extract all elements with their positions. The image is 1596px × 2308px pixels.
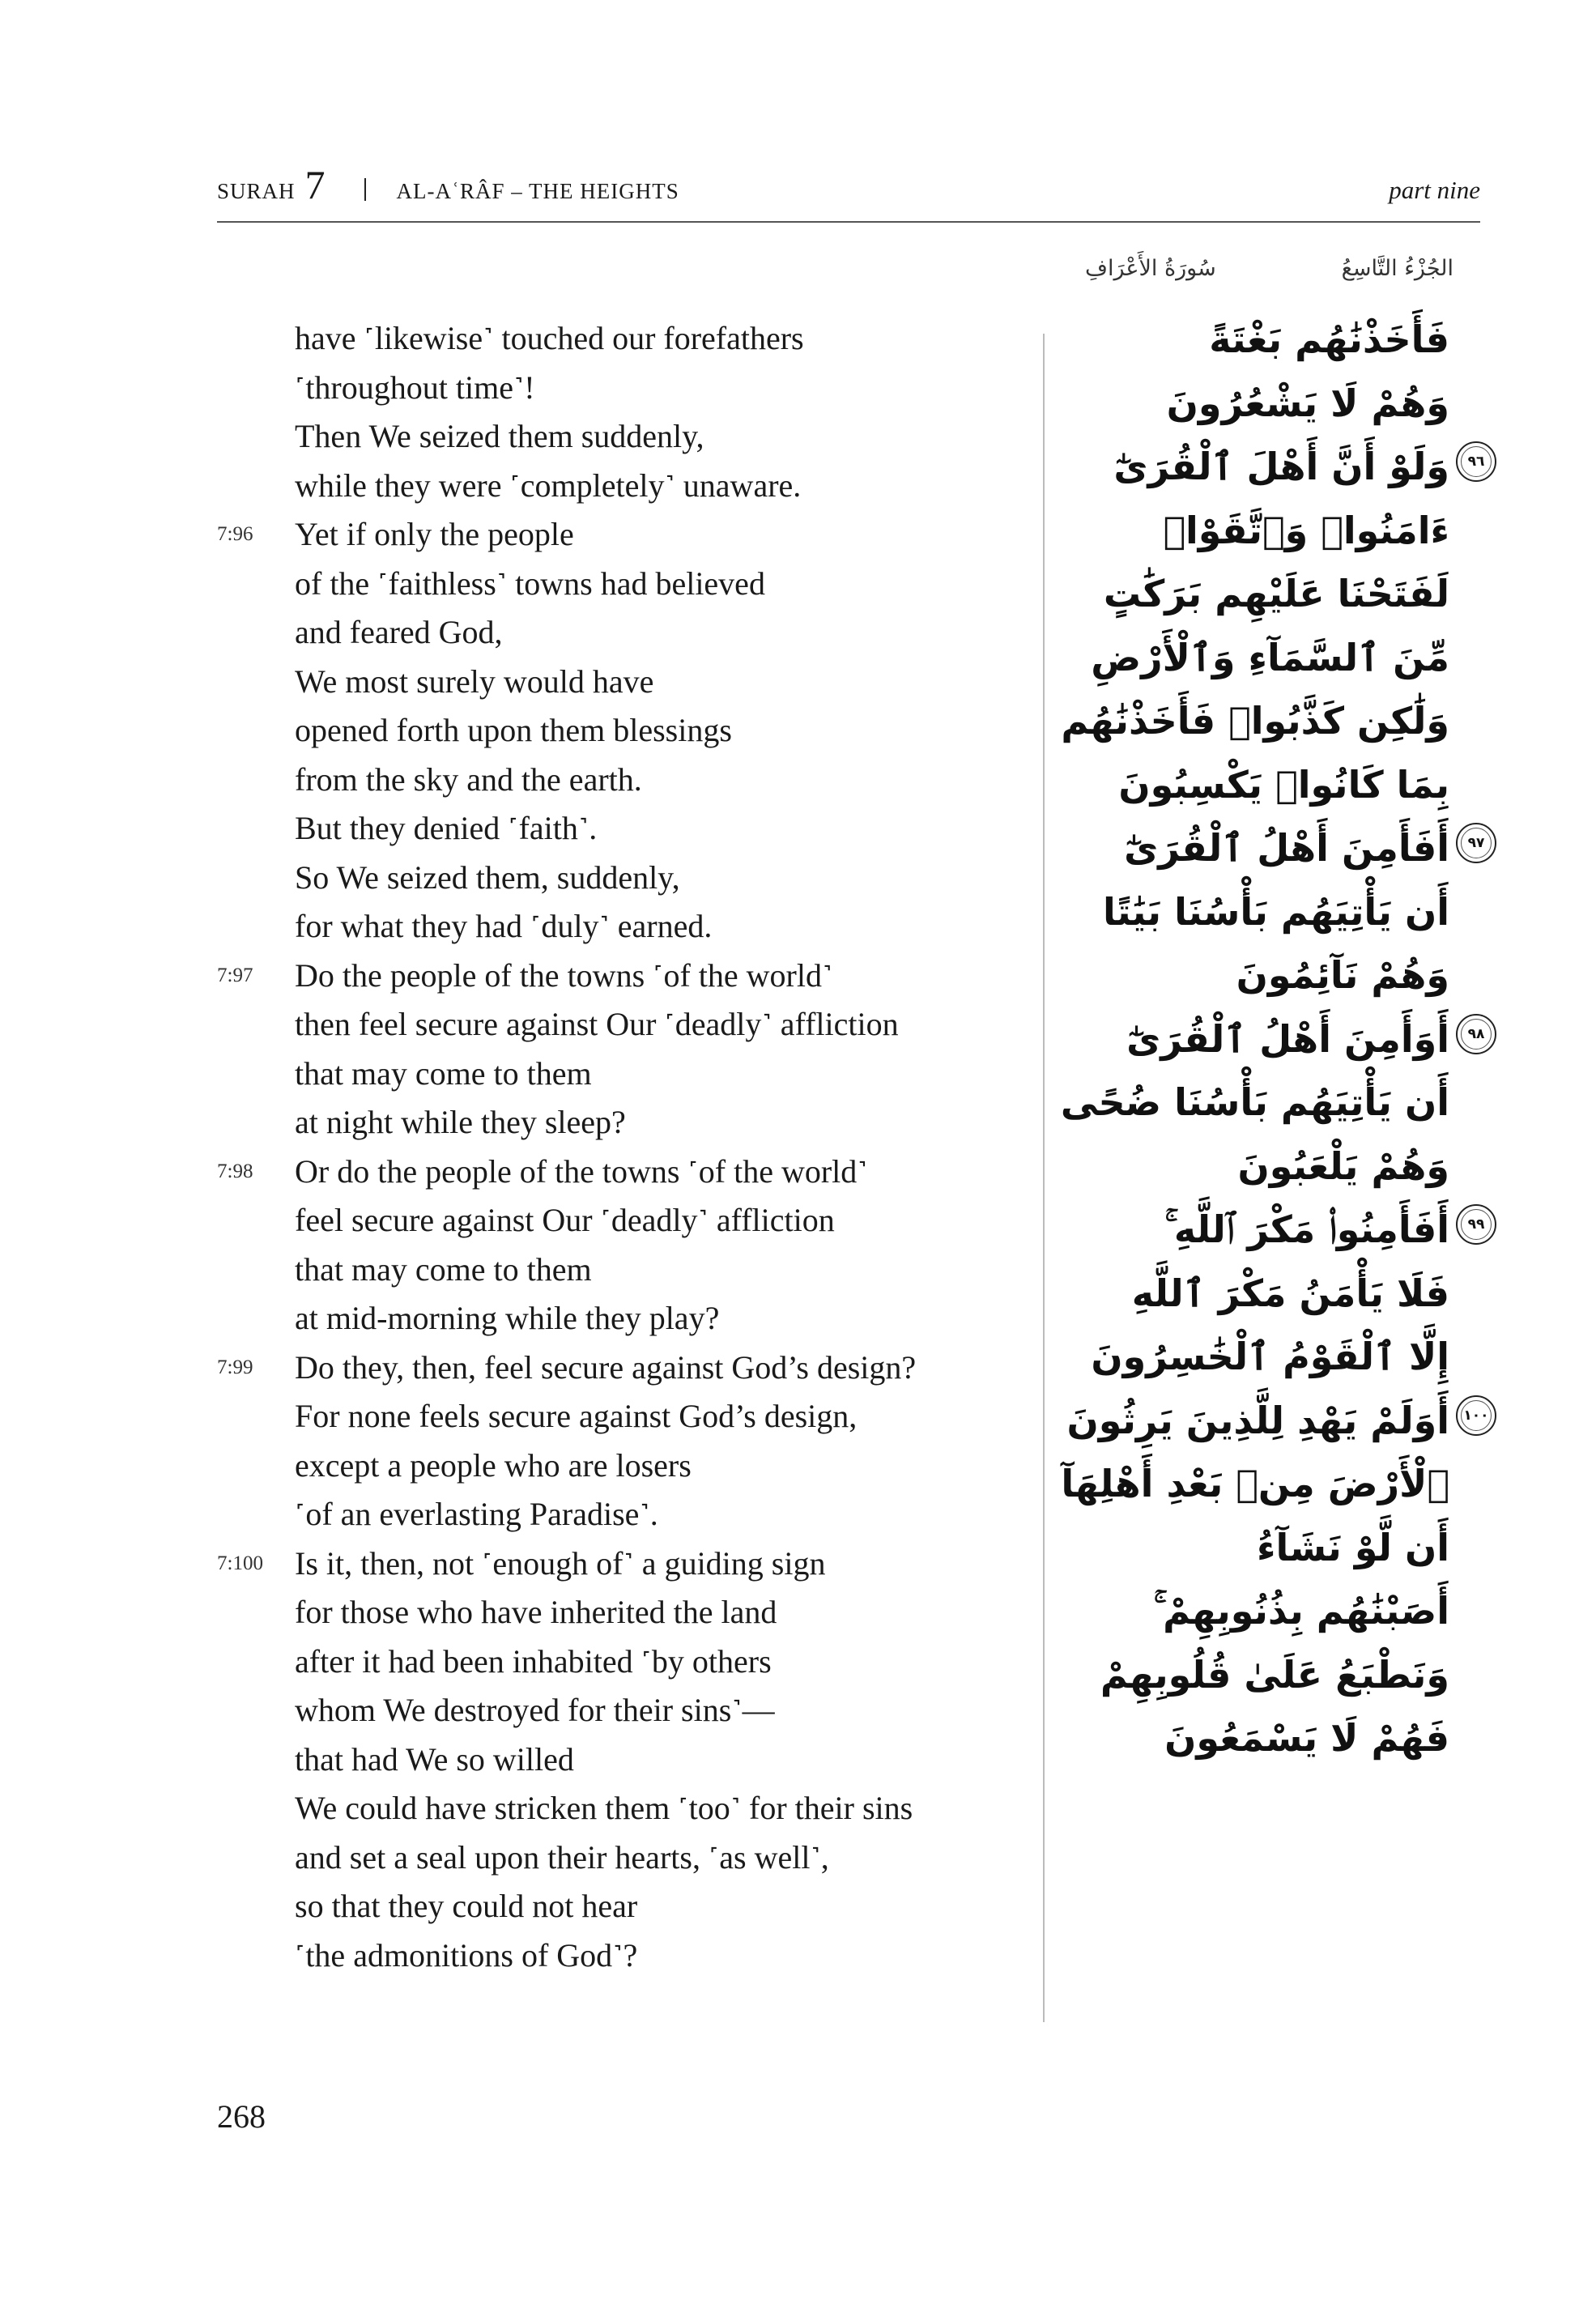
- arabic-line: [1061, 562, 1482, 626]
- column-divider: [1043, 334, 1045, 2022]
- verse-marker-icon: ٩٩: [1456, 1204, 1496, 1245]
- translation-text: ˹the admonitions of God˺?: [295, 1936, 638, 1974]
- translation-text: while they were ˹completely˺ unaware.: [295, 466, 802, 504]
- translation-text: whom We destroyed for their sins˺—: [295, 1692, 775, 1728]
- translation-line: [217, 412, 1011, 462]
- translation-text: So We seized them, suddenly,: [295, 858, 680, 896]
- translation-line: [217, 1050, 1011, 1099]
- translation-line: [217, 364, 1011, 413]
- translation-line: [217, 1441, 1011, 1491]
- translation-line: [217, 1000, 1011, 1050]
- arabic-verse-text: وَلَوْ أَنَّ أَهْلَ ٱلْقُرَىٰٓ: [1113, 445, 1449, 488]
- translation-line: [217, 1882, 1011, 1931]
- verse-marker-icon: ٩٦: [1456, 441, 1496, 482]
- arabic-line: [1061, 1198, 1485, 1262]
- arabic-verse-text: وَهُمْ يَلْعَبُونَ: [1237, 1143, 1449, 1188]
- translation-line: [217, 1539, 1011, 1589]
- translation-text: Yet if only the people: [295, 516, 574, 552]
- arabic-verse-text: أَن يَأْتِيَهُم بَأْسُنَا بَيَٰتًا: [1102, 889, 1449, 934]
- translation-line: [217, 1833, 1011, 1883]
- translation-text: that had We so willed: [295, 1740, 574, 1778]
- verse-number: 7:96: [217, 523, 253, 545]
- translation-text: for those who have inherited the land: [295, 1594, 777, 1630]
- arabic-line: [1061, 372, 1482, 436]
- translation-text: at night while they sleep?: [295, 1104, 626, 1140]
- arabic-running-head: [1085, 248, 1453, 296]
- verse-marker-icon: ٩٨: [1456, 1014, 1496, 1054]
- translation-line: [217, 804, 1011, 854]
- translation-line: [217, 1490, 1011, 1539]
- translation-text: Is it, then, not ˹enough of˺ a guiding sign: [295, 1544, 826, 1582]
- arabic-line: [1061, 1071, 1482, 1135]
- arabic-juz-label: الجُزْءُ التَّاسِعُ: [1341, 256, 1453, 281]
- page-number: 268: [217, 2098, 266, 2135]
- translation-text: from the sky and the earth.: [295, 760, 642, 798]
- translation-text: that may come to them: [295, 1250, 592, 1288]
- arabic-line: [1061, 1135, 1482, 1199]
- translation-line: [217, 560, 1011, 609]
- arabic-line: [1061, 1643, 1482, 1707]
- arabic-verse-text: أَن يَأْتِيَهُم بَأْسُنَا ضُحًى: [1060, 1080, 1449, 1124]
- verse-number: 7:98: [217, 1160, 253, 1182]
- arabic-verse-text: لَفَتَحْنَا عَلَيْهِم بَرَكَٰتٍ: [1103, 572, 1449, 615]
- arabic-verse-text: فَأَخَذْنَٰهُم بَغْتَةً: [1209, 317, 1449, 361]
- arabic-line: [1061, 1325, 1482, 1389]
- translation-text: except a people who are losers: [295, 1446, 692, 1484]
- arabic-line: [1061, 753, 1482, 817]
- arabic-verse-text: بِمَا كَانُوا۟ يَكْسِبُونَ: [1118, 762, 1449, 807]
- translation-text: Do the people of the towns ˹of the world˺: [295, 956, 833, 994]
- translation-line: [217, 756, 1011, 805]
- arabic-line: [1061, 1389, 1489, 1453]
- arabic-verse-text: وَلَٰكِن كَذَّبُوا۟ فَأَخَذْنَٰهُم: [1061, 699, 1449, 743]
- translation-text: so that they could not hear: [295, 1888, 638, 1924]
- arabic-line: [1061, 943, 1482, 1007]
- translation-line: [217, 854, 1011, 903]
- arabic-verse-text: أَوَلَمْ يَهْدِ لِلَّذِينَ يَرِثُونَ: [1066, 1398, 1449, 1442]
- arabic-line: [1061, 816, 1485, 880]
- arabic-surah-label: سُورَةُ الأَعْرَافِ: [1085, 256, 1216, 281]
- surah-label: SURAH: [217, 179, 296, 203]
- translation-text: opened forth upon them blessings: [295, 712, 732, 748]
- translation-text: Or do the people of the towns ˹of the world˺: [295, 1152, 868, 1190]
- arabic-verse-text: وَهُمْ لَا يَشْعُرُونَ: [1166, 381, 1449, 425]
- translation-text: ˹throughout time˺!: [295, 368, 535, 406]
- translation-line: [217, 1686, 1011, 1735]
- translation-text: and feared God,: [295, 614, 503, 650]
- translation-text: after it had been inhabited ˹by others: [295, 1642, 772, 1680]
- translation-line: [217, 1637, 1011, 1687]
- translation-text: For none feels secure against God’s design,: [295, 1398, 858, 1434]
- surah-number: 7: [304, 162, 326, 207]
- translation-text: We could have stricken them ˹too˺ for their sins: [295, 1790, 913, 1826]
- arabic-line: [1061, 1579, 1482, 1643]
- english-translation-column: [217, 314, 1011, 1980]
- translation-line: [217, 1294, 1011, 1343]
- arabic-verse-text: إِلَّا ٱلْقَوْمُ ٱلْخَٰسِرُونَ: [1091, 1335, 1449, 1378]
- arabic-line: [1061, 1007, 1485, 1071]
- translation-text: at mid-morning while they play?: [295, 1300, 720, 1336]
- arabic-text-column: [1060, 308, 1489, 1770]
- arabic-verse-text: وَنَطْبَعُ عَلَىٰ قُلُوبِهِمْ: [1100, 1652, 1449, 1697]
- translation-line: [217, 658, 1011, 707]
- translation-line: [217, 1148, 1011, 1197]
- verse-number: 7:99: [217, 1356, 253, 1378]
- translation-text: have ˹likewise˺ touched our forefathers: [295, 320, 804, 356]
- translation-text: Do they, then, feel secure against God’s design?: [295, 1348, 917, 1386]
- verse-number: 7:100: [217, 1552, 263, 1574]
- arabic-line: [1061, 308, 1482, 372]
- translation-text: ˹of an everlasting Paradise˺.: [295, 1496, 658, 1532]
- arabic-line: [1061, 1706, 1482, 1770]
- header-rule: [217, 221, 1480, 223]
- translation-line: [217, 1931, 1011, 1981]
- arabic-verse-text: أَفَأَمِنَ أَهْلُ ٱلْقُرَىٰٓ: [1124, 826, 1449, 870]
- translation-line: [217, 1784, 1011, 1833]
- part-label: part nine: [1389, 176, 1480, 204]
- arabic-verse-text: أَن لَّوْ نَشَآءُ: [1256, 1525, 1449, 1569]
- verse-marker-icon: ١٠٠: [1456, 1395, 1496, 1436]
- translation-line: [217, 1343, 1011, 1393]
- translation-text: then feel secure against Our ˹deadly˺ affliction: [295, 1006, 899, 1042]
- running-head-left: [217, 164, 679, 205]
- arabic-line: [1061, 435, 1485, 499]
- translation-line: [217, 314, 1011, 364]
- arabic-verse-text: فَهُمْ لَا يَسْمَعُونَ: [1164, 1716, 1449, 1760]
- translation-line: [217, 1246, 1011, 1295]
- translation-text: that may come to them: [295, 1054, 592, 1092]
- verse-number: 7:97: [217, 964, 253, 986]
- arabic-verse-text: أَوَأَمِنَ أَهْلُ ٱلْقُرَىٰٓ: [1126, 1016, 1449, 1061]
- translation-line: [217, 902, 1011, 952]
- translation-line: [217, 1588, 1011, 1637]
- header-separator: [364, 178, 366, 201]
- translation-line: [217, 510, 1011, 560]
- translation-text: But they denied ˹faith˺.: [295, 810, 598, 846]
- arabic-verse-text: ءَامَنُوا۟ وَٱتَّقَوْا۟: [1163, 508, 1449, 552]
- arabic-line: [1061, 689, 1482, 753]
- translation-line: [217, 1735, 1011, 1785]
- translation-text: of the ˹faithless˺ towns had believed: [295, 564, 765, 602]
- translation-text: and set a seal upon their hearts, ˹as well˺,: [295, 1838, 829, 1876]
- translation-line: [217, 462, 1011, 511]
- surah-name: AL-AʿRÂF – THE HEIGHTS: [396, 179, 679, 203]
- arabic-line: [1061, 1262, 1482, 1326]
- arabic-line: [1061, 880, 1482, 944]
- verse-marker-icon: ٩٧: [1456, 823, 1496, 863]
- translation-line: [217, 608, 1011, 658]
- translation-text: feel secure against Our ˹deadly˺ affliction: [295, 1202, 835, 1238]
- translation-text: We most surely would have: [295, 662, 654, 700]
- translation-text: Then We seized them suddenly,: [295, 418, 704, 454]
- translation-line: [217, 706, 1011, 756]
- arabic-verse-text: فَلَا يَأْمَنُ مَكْرَ ٱللَّهِ: [1131, 1271, 1449, 1315]
- translation-text: for what they had ˹duly˺ earned.: [295, 908, 713, 944]
- translation-line: [217, 1392, 1011, 1441]
- page-header: [217, 162, 1480, 223]
- arabic-verse-text: وَهُمْ نَآئِمُونَ: [1236, 953, 1449, 997]
- arabic-line: [1061, 1452, 1482, 1516]
- arabic-verse-text: أَفَأَمِنُوا۟ مَكْرَ ٱللَّهِ ۚ: [1164, 1207, 1449, 1251]
- arabic-verse-text: ٱلْأَرْضَ مِنۢ بَعْدِ أَهْلِهَآ: [1061, 1462, 1449, 1505]
- arabic-line: [1061, 626, 1482, 690]
- arabic-line: [1061, 499, 1482, 563]
- translation-line: [217, 1098, 1011, 1148]
- arabic-verse-text: أَصَبْنَٰهُم بِذُنُوبِهِمْ ۚ: [1153, 1589, 1449, 1633]
- arabic-verse-text: مِّنَ ٱلسَّمَآءِ وَٱلْأَرْضِ: [1091, 635, 1449, 679]
- arabic-line: [1061, 1516, 1482, 1580]
- translation-line: [217, 1196, 1011, 1246]
- translation-line: [217, 952, 1011, 1001]
